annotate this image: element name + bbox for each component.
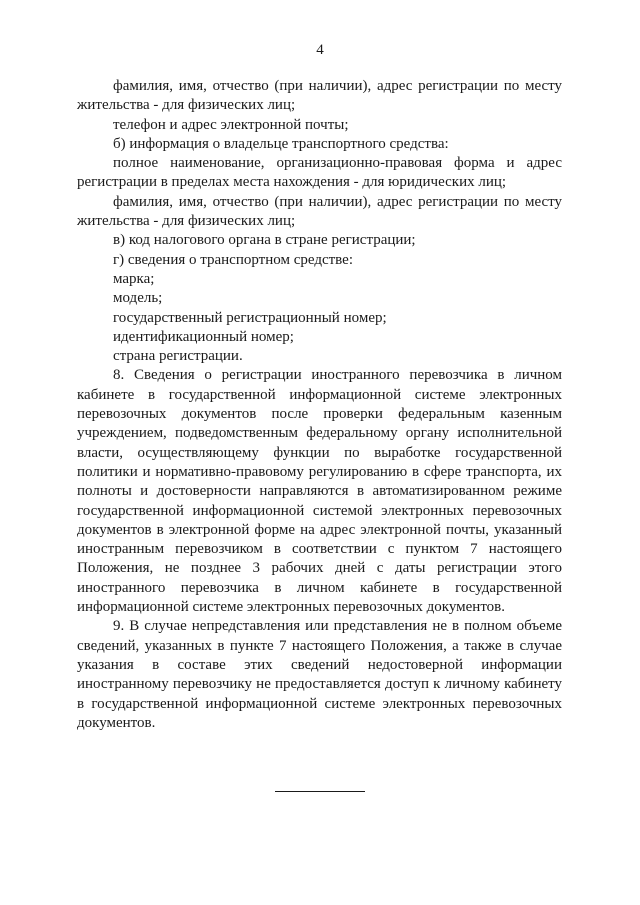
- paragraph-vehicle-model: модель;: [113, 290, 163, 307]
- end-separator-line: [275, 791, 365, 792]
- paragraph-identification-number: идентификационный номер;: [113, 328, 294, 345]
- paragraph-registration-country: страна регистрации.: [113, 348, 243, 365]
- page-number: 4: [316, 42, 324, 58]
- paragraph-clause-8: 8. Сведения о регистрации иностранного перевозчика в личном кабинете в государственной информационной системе электронных перевозочных документов после проверки федеральным казенным учреждением, подведомственным федеральному органу исполнительной власти, осуществляющему функции по выработке государственной политики и нормативно-правовому регулированию в сфере транспорта, их полноты и достоверности направляются в автоматизированном режиме государственной информационной системой электронных перевозочных документов в электронной форме на адрес электронной почты, указанный иностранным перевозчиком в соответствии с пунктом 7 настоящего Положения, не позднее 3 рабочих дней с даты регистрации этого иностранного перевозчика в личном кабинете в государственной информационной системе электронных перевозочных документов.: [77, 367, 562, 616]
- paragraph-legal-entity-info: полное наименование, организационно-правовая форма и адрес регистрации в пределах места нахождения - для юридических лиц;: [77, 155, 562, 191]
- paragraph-individual-name-address: фамилия, имя, отчество (при наличии), адрес регистрации по месту жительства - для физических лиц;: [77, 78, 562, 114]
- paragraph-phone-email: телефон и адрес электронной почты;: [113, 116, 349, 133]
- paragraph-vehicle-make: марка;: [113, 270, 155, 287]
- document-body: [77, 77, 562, 733]
- paragraph-vehicle-info-heading: г) сведения о транспортном средстве:: [113, 251, 353, 268]
- paragraph-owner-info-heading: б) информация о владельце транспортного средства:: [113, 135, 449, 152]
- paragraph-clause-9: 9. В случае непредставления или представления не в полном объеме сведений, указанных в пункте 7 настоящего Положения, а также в случае указания в составе этих сведений недостоверной информации иностранному перевозчику не предоставляется доступ к личному кабинету в государственной информационной системе электронных перевозочных документов.: [77, 618, 562, 731]
- paragraph-owner-individual-info: фамилия, имя, отчество (при наличии), адрес регистрации по месту жительства - для физических лиц;: [77, 193, 562, 230]
- paragraph-registration-number: государственный регистрационный номер;: [113, 309, 387, 326]
- paragraph-tax-authority-code: в) код налогового органа в стране регистрации;: [113, 232, 416, 249]
